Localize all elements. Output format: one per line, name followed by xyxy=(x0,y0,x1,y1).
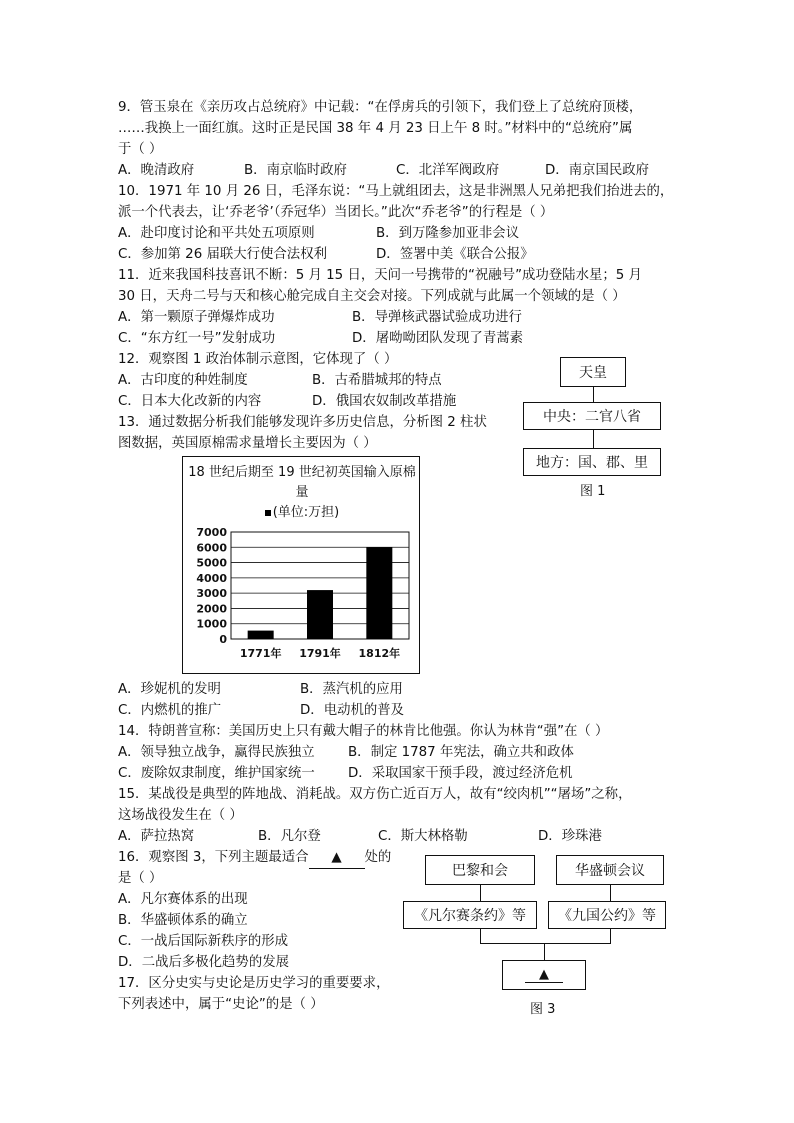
figure-2-chart xyxy=(182,456,420,674)
chart-y-tick-label: 4000 xyxy=(196,571,227,585)
q16-line-1 xyxy=(118,848,391,869)
chart-bar xyxy=(307,590,333,639)
chart-title-line-1: 18 世纪后期至 19 世纪初英国输入原棉 xyxy=(188,465,416,480)
q10-option-d: D．签署中美《联合公报》 xyxy=(376,247,534,262)
fig3-paris-box: 巴黎和会 xyxy=(425,855,535,885)
q17-line-1: 17．区分史实与史论是历史学习的重要要求， xyxy=(118,976,390,991)
q16-text-before: 16．观察图 3，下列主题最适合 xyxy=(118,850,309,865)
q15-line-1: 15．某战役是典型的阵地战、消耗战。双方伤亡近百万人，故有“绞肉机”“屠场”之称， xyxy=(118,787,632,802)
q16-blank xyxy=(309,848,365,869)
q10-option-c: C．参加第 26 届联大行使合法权利 xyxy=(118,247,327,262)
q9-option-c: C．北洋军阀政府 xyxy=(396,163,500,178)
chart-legend-text: (单位:万担) xyxy=(272,505,340,520)
fig1-caption: 图 1 xyxy=(580,484,606,499)
q15-option-c: C．斯大林格勒 xyxy=(378,829,468,844)
q10-line-1: 10．1971 年 10 月 26 日，毛泽东说：“马上就组团去，这是非洲黑人兄弟把我们抬进去的， xyxy=(118,184,674,199)
fig3-connector-down xyxy=(544,943,545,960)
q12-line-1: 12．观察图 1 政治体制示意图，它体现了（ ） xyxy=(118,352,398,367)
q13-line-1: 13．通过数据分析我们能够发现许多历史信息，分析图 2 柱状 xyxy=(118,415,487,430)
q12-option-d: D．俄国农奴制改革措施 xyxy=(312,394,457,409)
q16-option-b: B．华盛顿体系的确立 xyxy=(118,913,248,928)
q12-option-a: A．古印度的种姓制度 xyxy=(118,373,248,388)
fig3-versailles-box: 《凡尔赛条约》等 xyxy=(403,901,537,929)
q13-line-2: 图数据，英国原棉需求量增长主要因为（ ） xyxy=(118,436,377,451)
q16-text-after: 处的 xyxy=(364,850,392,865)
q9-option-a: A．晚清政府 xyxy=(118,163,195,178)
q16-option-d: D．二战后多极化趋势的发展 xyxy=(118,955,289,970)
q15-option-b: B．凡尔登 xyxy=(258,829,321,844)
q10-line-2: 派一个代表去，让‘乔老爷’（乔冠华）当团长。”此次“乔老爷”的行程是（ ） xyxy=(118,205,554,220)
chart-y-tick-label: 5000 xyxy=(196,556,227,570)
fig1-central-box: 中央：二官八省 xyxy=(523,402,661,430)
fig3-connector-left-1 xyxy=(480,885,481,901)
fig3-caption: 图 3 xyxy=(530,1002,556,1017)
fig1-connector-2 xyxy=(593,430,594,448)
fig3-answer-box xyxy=(502,960,586,990)
q11-option-c: C．“东方红一号”发射成功 xyxy=(118,331,276,346)
fig3-washington-box: 华盛顿会议 xyxy=(556,855,664,885)
q14-line-1: 14．特朗普宣称：美国历史上只有戴大帽子的林肯比他强。你认为林肯“强”在（ ） xyxy=(118,724,609,739)
q9-option-d: D．南京国民政府 xyxy=(545,163,650,178)
q16-option-a: A．凡尔赛体系的出现 xyxy=(118,892,248,907)
q11-option-b: B．导弹核武器试验成功进行 xyxy=(352,310,522,325)
fig3-connector-right-2 xyxy=(610,929,611,943)
q9-line-1: 9．管玉泉在《亲历攻占总统府》中记载：“在俘虏兵的引领下，我们登上了总统府顶楼， xyxy=(118,100,643,115)
q12-option-c: C．日本大化改新的内容 xyxy=(118,394,262,409)
chart-x-tick-label: 1812年 xyxy=(358,647,401,660)
q15-option-a: A．萨拉热窝 xyxy=(118,829,195,844)
chart-y-tick-label: 6000 xyxy=(196,541,227,555)
chart-plot-svg xyxy=(183,457,419,673)
q10-option-a: A．赴印度讨论和平共处五项原则 xyxy=(118,226,315,241)
q13-option-d: D．电动机的普及 xyxy=(300,703,405,718)
chart-y-tick-label: 7000 xyxy=(196,526,227,539)
fig1-emperor-box: 天皇 xyxy=(560,357,626,387)
q13-option-a: A．珍妮机的发明 xyxy=(118,682,221,697)
q9-line-3: 于（ ） xyxy=(118,142,163,157)
chart-y-tick-label: 2000 xyxy=(196,602,227,616)
q16-option-c: C．一战后国际新秩序的形成 xyxy=(118,934,289,949)
chart-y-tick-label: 1000 xyxy=(196,617,227,631)
q16-blank-mark: ▲ xyxy=(331,850,342,865)
chart-bar xyxy=(248,631,274,639)
q13-option-c: C．内燃机的推广 xyxy=(118,703,222,718)
q11-option-d: D．屠呦呦团队发现了青蒿素 xyxy=(352,331,523,346)
q12-option-b: B．古希腊城邦的特点 xyxy=(312,373,442,388)
fig3-join-line xyxy=(480,943,611,944)
q9-line-2: ……我换上一面红旗。这时正是民国 38 年 4 月 23 日上午 8 时。”材料中的“总统府”属 xyxy=(118,121,633,136)
q11-line-2: 30 日，天舟二号与天和核心舱完成自主交会对接。下列成就与此属一个领域的是（ ） xyxy=(118,289,626,304)
q10-option-b: B．到万隆参加亚非会议 xyxy=(376,226,520,241)
q17-line-2: 下列表述中，属于“史论”的是（ ） xyxy=(118,997,324,1012)
q11-option-a: A．第一颗原子弹爆炸成功 xyxy=(118,310,275,325)
q13-option-b: B．蒸汽机的应用 xyxy=(300,682,403,697)
q14-option-c: C．废除奴隶制度，维护国家统一 xyxy=(118,766,315,781)
fig3-nine-power-box: 《九国公约》等 xyxy=(548,901,666,929)
chart-y-tick-label: 0 xyxy=(219,633,227,646)
fig3-answer-mark: ▲ xyxy=(525,968,563,983)
q9-option-b: B．南京临时政府 xyxy=(244,163,347,178)
q11-line-1: 11．近来我国科技喜讯不断：5 月 15 日，天问一号携带的“祝融号”成功登陆水星；5 月 xyxy=(118,268,642,283)
fig3-connector-right-1 xyxy=(610,885,611,901)
chart-bar xyxy=(366,547,392,639)
q14-option-a: A．领导独立战争，赢得民族独立 xyxy=(118,745,315,760)
chart-x-tick-label: 1771年 xyxy=(239,647,282,660)
chart-y-tick-label: 3000 xyxy=(196,587,227,601)
chart-title-line-2: 量 xyxy=(295,485,309,500)
q16-line-2: 是（ ） xyxy=(118,871,163,886)
q14-option-b: B．制定 1787 年宪法，确立共和政体 xyxy=(348,745,574,760)
chart-x-tick-label: 1791年 xyxy=(299,647,341,660)
q15-option-d: D．珍珠港 xyxy=(538,829,602,844)
q14-option-d: D．采取国家干预手段，渡过经济危机 xyxy=(348,766,573,781)
fig1-connector-1 xyxy=(593,387,594,402)
fig3-connector-left-2 xyxy=(480,929,481,943)
fig1-local-box: 地方：国、郡、里 xyxy=(523,448,661,476)
q15-line-2: 这场战役发生在（ ） xyxy=(118,808,243,823)
